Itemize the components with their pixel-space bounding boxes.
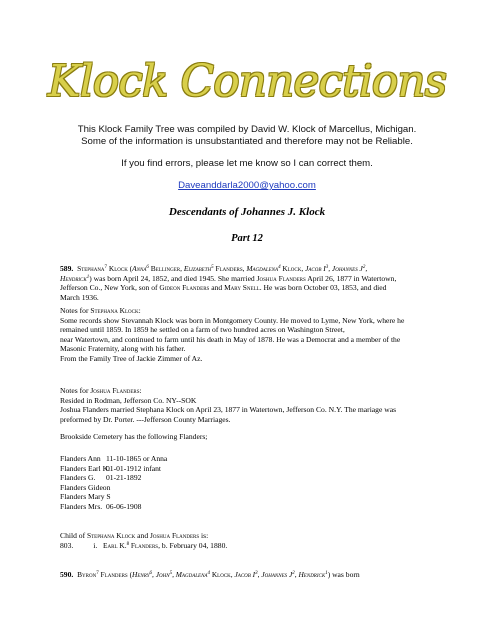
notes-joshua <box>60 386 440 424</box>
flanders-row: Flanders Earl K.01-01-1912 infant <box>60 463 162 473</box>
notes-stephana-line: near Watertown, and continued to farm until his death in May of 1878. He was a Democrat and a member of the <box>60 334 401 344</box>
flanders-row: Flanders G. 01-21-1892 <box>60 473 142 483</box>
descendants-title: Descendants of Johannes J. Klock <box>168 206 326 218</box>
flanders-row: Flanders Gideon <box>60 482 111 492</box>
children-heading: Child of Stephana Klock and Joshua Flanders is: <box>60 531 209 540</box>
intro-line-1: This Klock Family Tree was compiled by David W. Klock of Marcellus, Michigan. <box>77 124 417 135</box>
notes-joshua-heading: Notes for Joshua Flanders: <box>60 386 142 395</box>
notes-joshua-line: Resided in Rodman, Jefferson Co. NY--SOK <box>60 395 197 405</box>
intro-line-2: Some of the information is unsubstantiated and therefore may not be Reliable. <box>81 135 413 147</box>
notes-joshua-line: preformed by Dr. Porter. ---Jefferson County Marriages. <box>60 414 231 424</box>
intro-text <box>40 124 454 147</box>
entry-589-line-2: Hendrick$^1$) was born April 24, 1852, and died 1945. She married Joshua Flanders April 26, 1877 in Watertown, <box>60 273 397 283</box>
flanders-list <box>60 454 440 512</box>
cemetery-note <box>60 432 440 442</box>
entry-590 <box>60 570 440 580</box>
notes-stephana-line: remained until 1859. In 1859 he settled on a farm of two hundred acres on Washington Street, <box>60 325 345 335</box>
notes-stephana <box>60 306 440 364</box>
notes-joshua-line: Joshua Flanders married Stephana Klock on April 23, 1877 in Watertown, Jefferson Co. N.Y. The mariage was <box>60 405 397 415</box>
cemetery-heading: Brookside Cemetery has the following Flanders; <box>60 432 208 441</box>
part-heading: Part 12 <box>231 233 263 244</box>
flanders-row: Flanders Ann 11-10-1865 or Anna <box>60 454 168 463</box>
notes-stephana-line: Some records show Stevannah Klock was born in Montgomery County. He moved to Lyme, New York, where he <box>60 315 405 325</box>
email-link[interactable]: Daveanddarla2000@yahoo.com <box>178 180 316 191</box>
entry-589 <box>60 264 440 302</box>
entry-589-line-1: 589. Stephana$^7$ Klock (Anna$^6$ Bellinger, Elizabeth$^5$ Flanders, Magdalena$^4$ Klock, Jacob $I^3$, Johannes $J^2$, <box>60 264 368 273</box>
notes-stephana-line: From the Family Tree of Jackie Zimmer of Az. <box>60 353 203 363</box>
email-container <box>40 180 454 192</box>
children-block <box>60 531 440 550</box>
child-803: 803. i. Earl K.$^8$ Flanders, b. February 04, 1880. <box>60 540 228 550</box>
entry-589-line-3: Jefferson Co., New York, son of Gideon Flanders and Mary Snell. He was born October 03, 1853, and died <box>60 283 387 293</box>
page-title: Klock Connections <box>47 56 447 107</box>
errors-note: If you find errors, please let me know so I can correct them. <box>121 158 373 169</box>
entry-590-line-1: 590. Byron$^7$ Flanders (Henry$^6$, John$^5$, Magdalena$^4$ Klock, Jacob $I^3$, Johannes $J^2$, Hendrick$^1$) was born <box>60 570 360 579</box>
entry-589-line-4: March 1936. <box>60 292 99 302</box>
flanders-row: Flanders Mary S <box>60 492 111 502</box>
flanders-row: Flanders Mrs. 06-06-1908 <box>60 501 142 511</box>
notes-stephana-heading: Notes for Stephana Klock: <box>60 306 141 315</box>
notes-stephana-line: Masonic Fraternity, along with his father. <box>60 344 186 354</box>
